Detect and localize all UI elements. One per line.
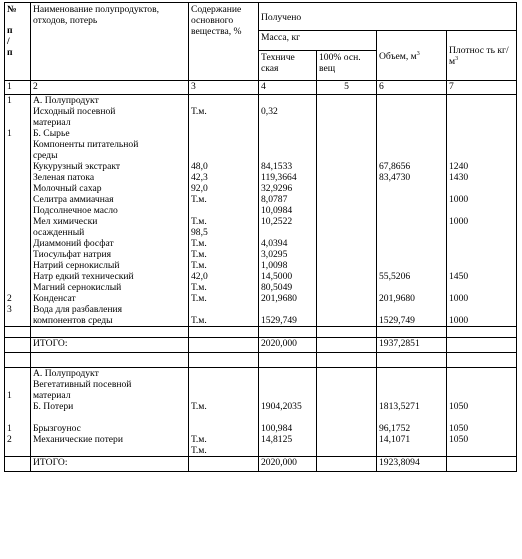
total-label: ИТОГО:	[31, 338, 189, 353]
block1-100	[317, 95, 377, 327]
total-label: ИТОГО:	[31, 457, 189, 472]
col-number: 4	[259, 81, 317, 95]
total-volume: 1937,2851	[377, 338, 447, 353]
header-tech: Техниче ская	[259, 51, 317, 81]
total-row-1	[5, 338, 517, 353]
block1-names: А. Полупродукт Исходный посевной материал Б. Сырье Компоненты питательной среды Кукурузный экстракт Зеленая патока Молочный сахар Селитра аммиачная Подсолнечное масло Мел химически осажденный Диаммоний фосфат Тиосульфат натрия Натрий сернокислый Натр едкий технический Магний сернокислый Конденсат Вода для разбавления компонентов среды	[31, 95, 189, 327]
header-name: Наименование полупродуктов, отходов, потерь	[31, 3, 189, 81]
block2-tech: 1904,2035 100,984 14,8125	[259, 368, 317, 457]
block1-row	[5, 95, 517, 327]
total-row-2	[5, 457, 517, 472]
header-volume: Объем, $м^3$	[377, 31, 447, 81]
block2-no: 1 1 2	[5, 368, 31, 457]
material-balance-table	[4, 2, 517, 472]
block2-100	[317, 368, 377, 457]
total-volume: 1923,8094	[377, 457, 447, 472]
block2-content: Т.м. Т.м. Т.м.	[189, 368, 259, 457]
block2-density: 1050 1050 1050	[447, 368, 517, 457]
block1-volume: 67,8656 83,4730 55,5206 201,9680 1529,749	[377, 95, 447, 327]
col-number: 3	[189, 81, 259, 95]
gap-row	[5, 353, 517, 368]
block1-content: Т.м. 48,0 42,3 92,0 Т.м. Т.м. 98,5 Т.м. Т.м. Т.м. 42,0 Т.м. Т.м. Т.м.	[189, 95, 259, 327]
col-number: 7	[447, 81, 517, 95]
col-number: 2	[31, 81, 189, 95]
block1-density: 1240 1430 1000 1000 1450 1000 1000	[447, 95, 517, 327]
header-content: Содержание основного вещества, %	[189, 3, 259, 81]
block1-no: 1 1 2 3	[5, 95, 31, 327]
header-100: 100% осн. вещ	[317, 51, 377, 81]
header-mass: Масса, кг	[259, 31, 377, 51]
header-no: № п / п	[5, 3, 31, 81]
column-numbers-row	[5, 81, 517, 95]
block2-names: А. Полупродукт Вегетативный посевной материал Б. Потери Брызгоунос Механические потери	[31, 368, 189, 457]
col-number: 1	[5, 81, 31, 95]
header-received: Получено	[259, 3, 517, 31]
col-number: 5	[317, 81, 377, 95]
block1-spacer	[5, 327, 517, 338]
block2-row	[5, 368, 517, 457]
block2-volume: 1813,5271 96,1752 14,1071	[377, 368, 447, 457]
header-density: Плотнос ть $кг/м^3$	[447, 31, 517, 81]
block1-tech: 0,32 84,1533 119,3664 32,9296 8,0787 10,0984 10,2522 4,0394 3,0295 1,0098 14,5000 80,5049 201,9680 1529,749	[259, 95, 317, 327]
total-tech: 2020,000	[259, 338, 317, 353]
col-number: 6	[377, 81, 447, 95]
total-tech: 2020,000	[259, 457, 317, 472]
